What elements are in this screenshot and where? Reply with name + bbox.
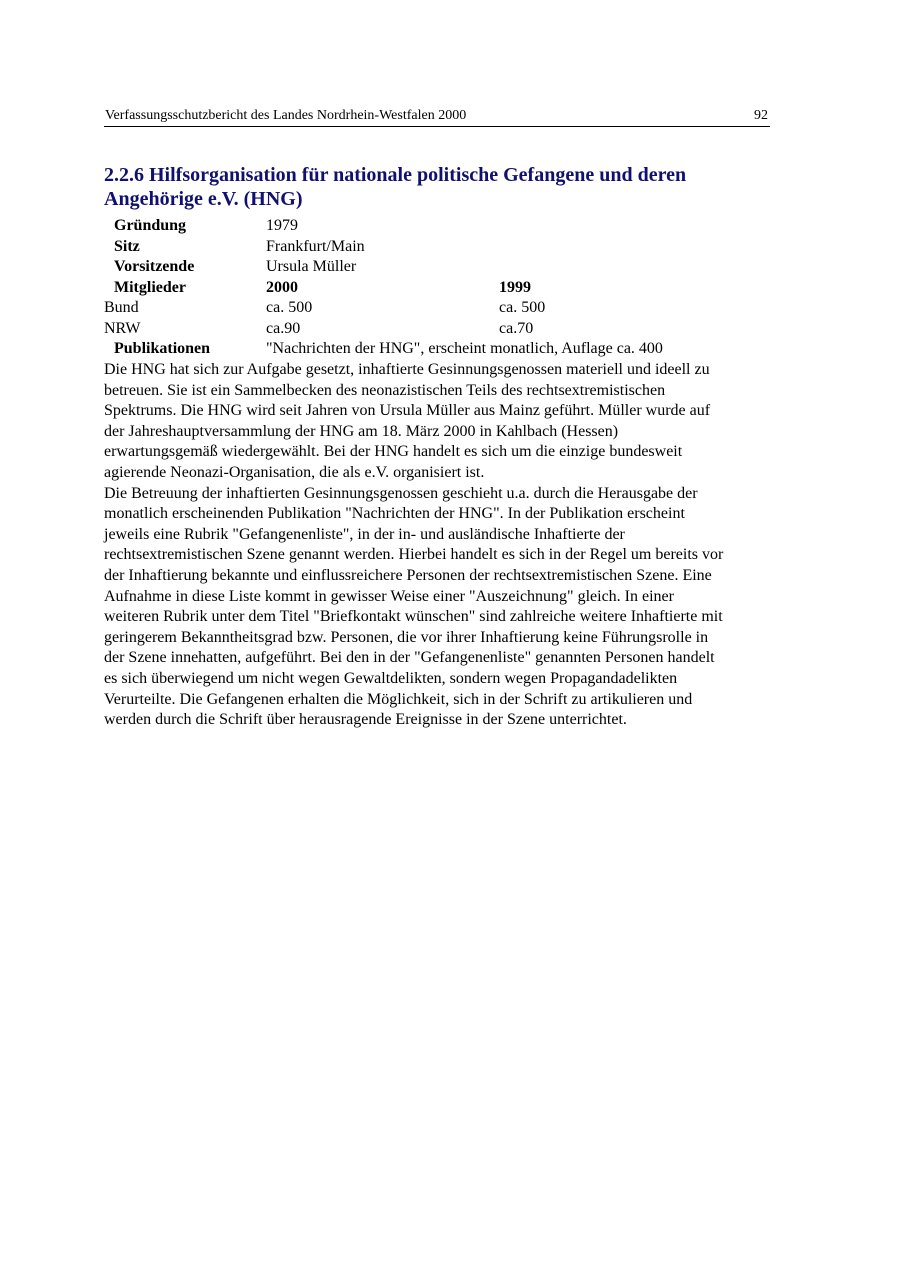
text-line: erwartungsgemäß wiedergewählt. Bei der HNG handelt es sich um die einzige bundesweit — [104, 443, 683, 461]
text-line: es sich überwiegend um nicht wegen Gewaltdelikten, sondern wegen Propagandadelikten — [104, 669, 678, 687]
nrw-label: NRW — [104, 319, 141, 337]
publikationen-value: "Nachrichten der HNG", erscheint monatlich, Auflage ca. 400 — [266, 340, 663, 357]
year-previous: 1999 — [499, 278, 531, 296]
fact-table — [104, 216, 794, 360]
text-line: weiteren Rubrik unter dem Titel "Briefkontakt wünschen" sind zahlreiche weitere Inhaftierte mit — [104, 608, 723, 626]
fact-row-nrw — [104, 319, 794, 340]
text-line: Spektrums. Die HNG wird seit Jahren von Ursula Müller aus Mainz geführt. Müller wurde auf — [104, 402, 711, 420]
page-header — [104, 106, 770, 127]
fact-row-publikationen — [104, 339, 794, 360]
text-line: rechtsextremistischen Szene genannt werden. Hierbei handelt es sich in der Regel um bereits vor — [104, 546, 724, 564]
gruendung-label: Gründung — [114, 217, 187, 234]
nrw-previous: ca.70 — [499, 319, 534, 337]
bund-label: Bund — [104, 299, 139, 316]
text-line: Aufnahme in diese Liste kommt in gewisser Weise einer "Auszeichnung" gleich. In einer — [104, 587, 674, 605]
text-line: jeweils eine Rubrik "Gefangenenliste", in der in- und ausländische Inhaftierte der — [104, 525, 625, 543]
fact-row-mitglieder — [104, 278, 794, 299]
section-heading — [104, 163, 764, 211]
publikationen-label: Publikationen — [114, 340, 211, 357]
text-line: betreuen. Sie ist ein Sammelbecken des neonazistischen Teils des rechtsextremistischen — [104, 381, 666, 399]
section-heading-line-1: 2.2.6 Hilfsorganisation für nationale politische Gefangene und deren — [104, 164, 687, 186]
sitz-label: Sitz — [114, 237, 140, 255]
fact-row-sitz — [104, 237, 794, 258]
fact-row-gruendung — [104, 216, 794, 237]
text-line: Die HNG hat sich zur Aufgabe gesetzt, inhaftierte Gesinnungsgenossen materiell und ideell zu — [104, 361, 710, 378]
sitz-value: Frankfurt/Main — [266, 237, 365, 255]
gruendung-value: 1979 — [266, 217, 298, 234]
year-current: 2000 — [266, 278, 298, 296]
body-text — [104, 360, 804, 731]
fact-row-bund — [104, 298, 794, 319]
mitglieder-label: Mitglieder — [114, 278, 186, 296]
vorsitzende-label: Vorsitzende — [114, 258, 195, 275]
header-title: Verfassungsschutzbericht des Landes Nordrhein-Westfalen 2000 — [105, 108, 467, 123]
fact-row-vorsitzende — [104, 257, 794, 278]
text-line: werden durch die Schrift über herausragende Ereignisse in der Szene unterrichtet. — [104, 711, 627, 729]
text-line: geringerem Bekanntheitsgrad bzw. Personen, die vor ihrer Inhaftierung keine Führungsrolle in — [104, 628, 709, 646]
bund-current: ca. 500 — [266, 299, 313, 316]
nrw-current: ca.90 — [266, 319, 301, 337]
text-line: agierende Neonazi-Organisation, die als e.V. organisiert ist. — [104, 463, 485, 481]
text-line: monatlich erscheinenden Publikation "Nachrichten der HNG". In der Publikation erscheint — [104, 505, 685, 523]
section-heading-line-2: Angehörige e.V. (HNG) — [104, 188, 303, 210]
text-line: Verurteilte. Die Gefangenen erhalten die Möglichkeit, sich in der Schrift zu artikulieren und — [104, 690, 693, 708]
text-line: der Jahreshauptversammlung der HNG am 18. März 2000 in Kahlbach (Hessen) — [104, 422, 619, 440]
bund-previous: ca. 500 — [499, 299, 546, 316]
text-line: Die Betreuung der inhaftierten Gesinnungsgenossen geschieht u.a. durch die Herausgabe der — [104, 484, 698, 502]
text-line: der Szene innehatten, aufgeführt. Bei den in der "Gefangenenliste" genannten Personen handelt — [104, 649, 715, 667]
text-line: der Inhaftierung bekannte und einflussreichere Personen der rechtsextremistischen Szene. Eine — [104, 566, 712, 584]
page-number: 92 — [754, 108, 768, 123]
vorsitzende-value: Ursula Müller — [266, 258, 357, 275]
